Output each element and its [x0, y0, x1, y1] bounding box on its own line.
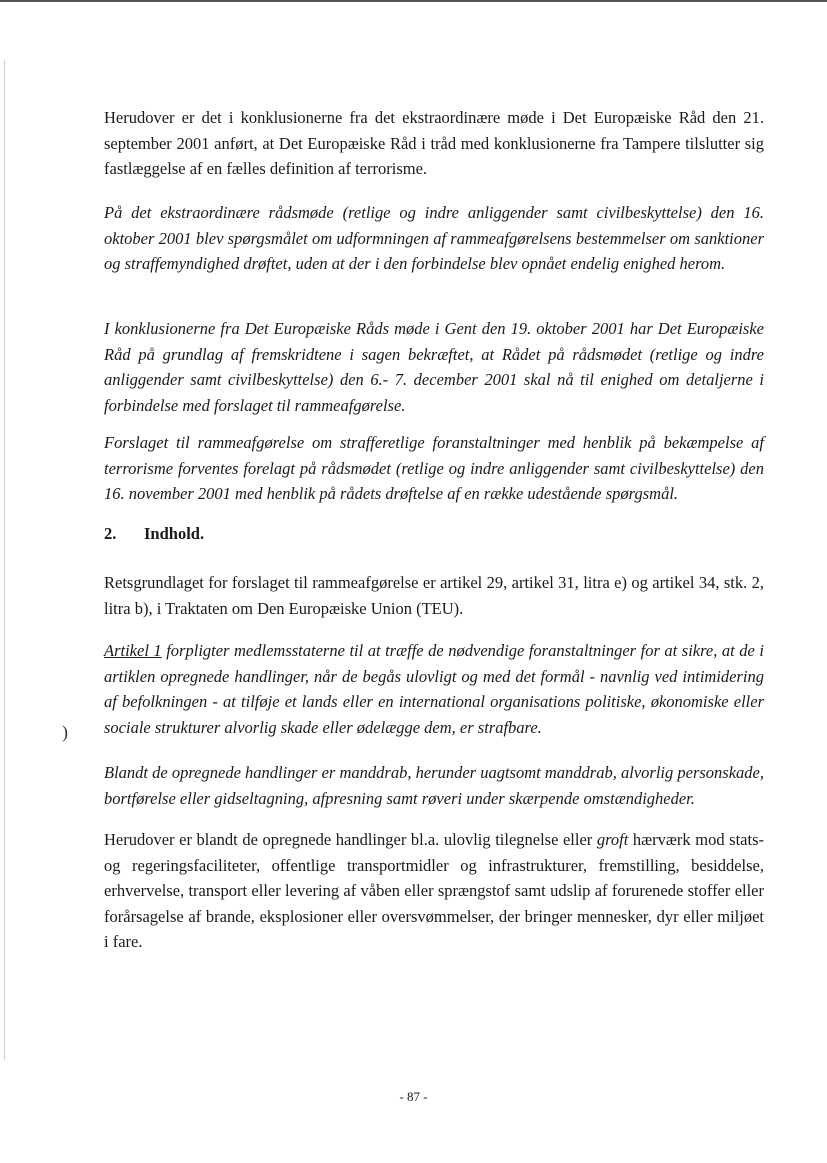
article-1-text: forpligter medlemsstaterne til at træffe de nødvendige foranstaltninger for at sikre, at de i artiklen opregnede handlinger, når de begås ulovligt og med det formål - navnlig ved intimidering af befolkningen - at tilføje et lands eller en international organisations politiske, økonomiske eller sociale strukturer alvorlig skade eller ødelægge dem, er strafbare. — [104, 641, 764, 737]
further-acts-emphasis: groft — [596, 830, 629, 849]
further-acts-text-end: hærværk mod stats- og regeringsfaciliteter, offentlige transportmidler og infrastrukturer, fremstilling, besiddelse, erhvervelse, transport eller levering af våben eller sprængstof samt udslip af forurenede stoffer eller forårsagelse af brande, eksplosioner eller oversvømmelser, der bringer mennesker, dyr eller miljøet i fare. — [104, 830, 764, 951]
further-acts-text-start: Herudover er blandt de opregnede handlinger bl.a. ulovlig tilegnelse eller — [104, 830, 597, 849]
margin-bracket-mark: ) — [62, 722, 68, 742]
article-1-reference: Artikel 1 — [104, 641, 162, 660]
paragraph-legal-basis: Retsgrundlaget for forslaget til rammeafgørelse er artikel 29, artikel 31, litra e) og artikel 34, stk. 2, litra b), i Traktaten om Den Europæiske Union (TEU). — [104, 573, 764, 618]
page-top-border — [0, 0, 827, 2]
section-heading — [104, 524, 204, 544]
paragraph-gent-conclusions: I konklusionerne fra Det Europæiske Råds møde i Gent den 19. oktober 2001 har Det Europæiske Råd på grundlag af fremskridtene i sagen bekræftet, at Rådet på rådsmødet (retlige og indre anliggender samt civilbeskyttelse) den 6.- 7. december 2001 skal nå til enighed om detaljerne i forbindelse med forslaget til rammeafgørelse. — [104, 319, 764, 415]
paragraph-further-acts — [104, 827, 764, 955]
section-number: 2. — [104, 524, 117, 543]
scan-edge-line — [4, 60, 5, 1060]
paragraph-conclusions-intro: Herudover er det i konklusionerne fra det ekstraordinære møde i Det Europæiske Råd den 21. september 2001 anført, at Det Europæiske Råd i tråd med konklusionerne fra Tampere tilslutter sig fastlæggelse af en fælles definition af terrorisme. — [104, 108, 764, 178]
section-title: Indhold. — [144, 524, 205, 543]
paragraph-listed-acts: Blandt de opregnede handlinger er manddrab, herunder uagtsomt manddrab, alvorlig personskade, bortførelse eller gidseltagning, afpresning samt røveri under skærpende omstændigheder. — [104, 763, 764, 808]
paragraph-proposal-presented: Forslaget til rammeafgørelse om strafferetlige foranstaltninger med henblik på bekæmpelse af terrorisme forventes forelagt på rådsmødet (retlige og indre anliggender samt civilbeskyttelse) den 16. november 2001 med henblik på rådets drøftelse af en række udestående spørgsmål. — [104, 433, 764, 503]
paragraph-extraordinary-council: På det ekstraordinære rådsmøde (retlige og indre anliggender samt civilbeskyttelse) den 16. oktober 2001 blev spørgsmålet om udformningen af rammeafgørelsens bestemmelser om sanktioner og straffemyndighed drøftet, uden at der i den forbindelse blev opnået endelig enighed herom. — [104, 203, 764, 273]
page-number: - 87 - — [399, 1089, 428, 1104]
paragraph-article-1 — [104, 638, 764, 740]
